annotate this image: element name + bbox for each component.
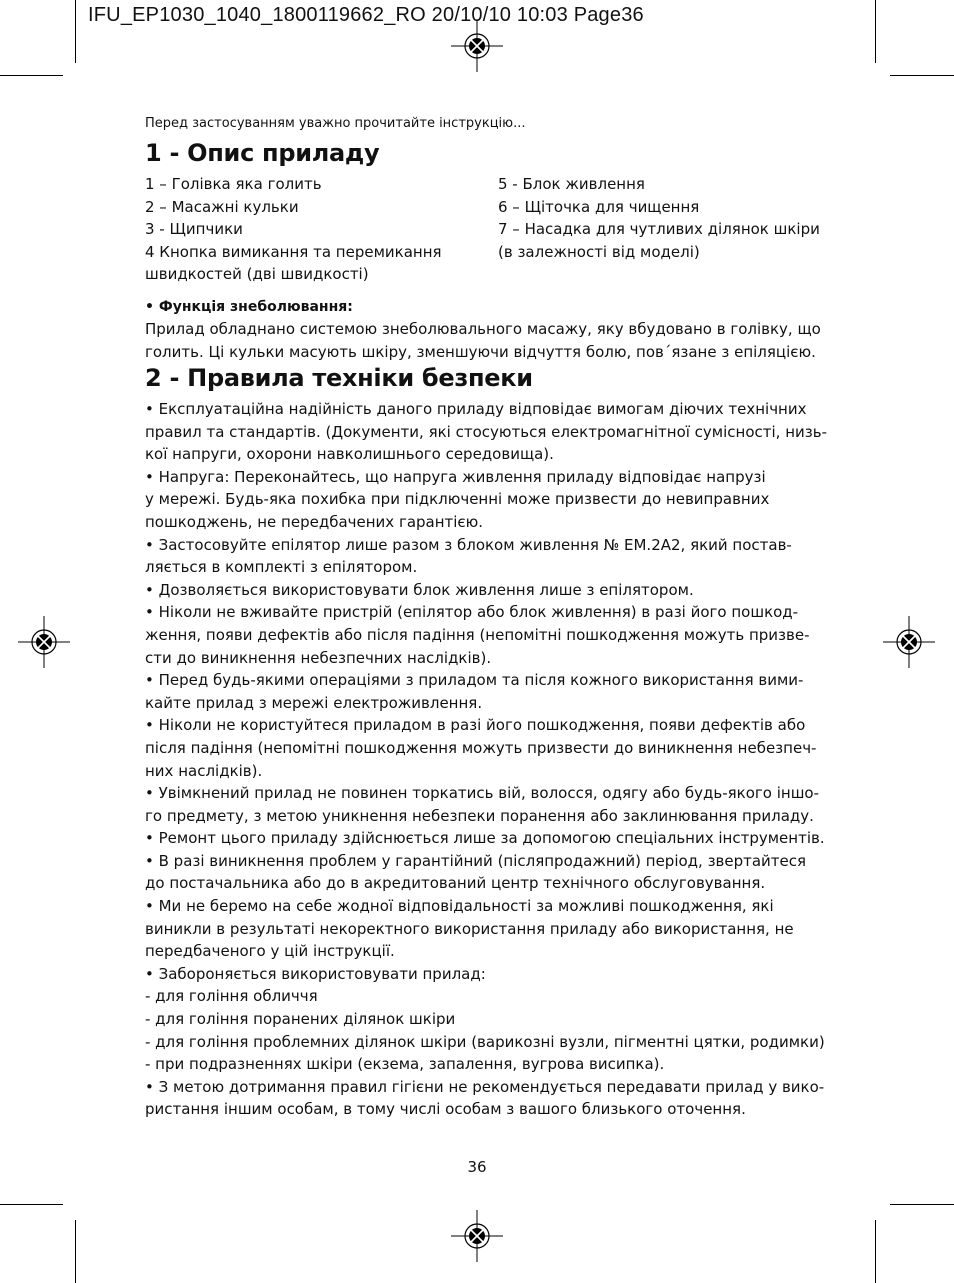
paragraph-line: • Увімкнений прилад не повинен торкатись вій, волосся, одягу або будь-якого іншо- <box>145 784 820 803</box>
registration-mark-icon <box>451 20 503 72</box>
crop-mark <box>75 1220 76 1283</box>
paragraph-line: го предмету, з метою уникнення небезпеки поранення або заклинювання приладу. <box>145 806 814 825</box>
crop-mark <box>875 1220 876 1283</box>
paragraph-line: • Експлуатаційна надійність даного приладу відповідає вимогам діючих технічних <box>145 400 807 418</box>
section-2-title: 2 - Правила техніки безпеки <box>145 364 533 392</box>
crop-mark <box>0 1204 63 1205</box>
parts-list <box>145 173 845 286</box>
paragraph-line: - для гоління обличчя <box>145 987 318 1006</box>
list-item: швидкостей (дві швидкості) <box>145 265 369 283</box>
page-number: 36 <box>467 1158 487 1176</box>
paragraph-line: • Ремонт цього приладу здійснюється лише за допомогою спеціальних інструментів. <box>145 829 825 848</box>
print-slug: IFU_EP1030_1040_1800119662_RO 20/10/10 10:03 Page36 <box>88 4 644 26</box>
function-title: • Функція знеболювання: <box>145 298 353 315</box>
list-item: 7 – Насадка для чутливих ділянок шкіри <box>498 220 820 238</box>
parts-list-left <box>145 173 498 286</box>
paragraph-line: • Напруга: Переконайтесь, що напруга живлення приладу відповідає напрузі <box>145 467 766 486</box>
paragraph-line: виникли в результаті некоректного використання приладу або використання, не <box>145 919 794 938</box>
crop-mark <box>875 0 876 63</box>
safety-rules <box>145 398 845 1121</box>
crop-mark <box>0 75 63 76</box>
paragraph-line: • Застосовуйте епілятор лише разом з блоком живлення № EM.2A2, який постав- <box>145 535 792 554</box>
crop-mark <box>890 75 954 76</box>
intro-text: Перед застосуванням уважно прочитайте інструкцію... <box>145 116 526 131</box>
parts-list-right <box>498 173 845 286</box>
paragraph-line: передбаченого у цій інструкції. <box>145 942 395 961</box>
registration-mark-icon <box>883 616 935 668</box>
paragraph-line: - при подразненнях шкіри (екзема, запалення, вугрова висипка). <box>145 1055 665 1074</box>
section-1-title: 1 - Опис приладу <box>145 139 380 167</box>
paragraph-line: • В разі виникнення проблем у гарантійний (післяпродажний) період, звертайтеся <box>145 851 807 870</box>
paragraph-line: - для гоління проблемних ділянок шкіри (варикозні вузли, пігментні цятки, родимки) <box>145 1032 825 1051</box>
paragraph-line: • Дозволяється використовувати блок живлення лише з епілятором. <box>145 580 694 599</box>
paragraph-line: кої напруги, охорони навколишнього середовища). <box>145 445 554 464</box>
paragraph-line: сти до виникнення небезпечних наслідків). <box>145 648 492 667</box>
paragraph-line: Прилад обладнано системою знеболювального масажу, яку вбудовано в голівку, що <box>145 320 821 338</box>
registration-mark-icon <box>451 1210 503 1262</box>
paragraph-line: у мережі. Будь-яка похибка при підключенні може призвести до невиправних <box>145 490 770 509</box>
paragraph-line: • Ніколи не вживайте пристрій (епілятор або блок живлення) в разі його пошкод- <box>145 603 799 622</box>
list-item: 5 - Блок живлення <box>498 175 645 193</box>
paragraph-line: голить. Ці кульки масують шкіру, зменшуючи відчуття болю, пов´язане з епіляцією. <box>145 342 816 361</box>
list-item: (в залежності від моделі) <box>498 242 700 261</box>
paragraph-line: кайте прилад з мережі електроживлення. <box>145 693 483 712</box>
function-block <box>145 296 845 364</box>
paragraph-line: • Забороняється використовувати прилад: <box>145 964 486 983</box>
paragraph-line: • Перед будь-якими операціями з приладом та після кожного використання вими- <box>145 671 804 690</box>
paragraph-line: • З метою дотримання правил гігієни не рекомендується передавати прилад у вико- <box>145 1077 825 1096</box>
paragraph-line: правил та стандартів. (Документи, які стосуються електромагнітної сумісності, низь- <box>145 422 827 441</box>
list-item: 1 – Голівка яка голить <box>145 175 322 193</box>
paragraph-line: після падіння (непомітні пошкодження можуть призвести до виникнення небезпеч- <box>145 738 817 757</box>
crop-mark <box>75 0 76 63</box>
registration-mark-icon <box>18 616 70 668</box>
paragraph-line: до постачальника або до в акредитований центр технічного обслуговування. <box>145 874 766 893</box>
paragraph-line: ристання іншим особам, в тому числі особам з вашого близького оточення. <box>145 1100 746 1119</box>
crop-mark <box>890 1204 954 1205</box>
list-item: 6 – Щіточка для чищення <box>498 197 700 216</box>
list-item: 3 - Щипчики <box>145 220 243 238</box>
page-content <box>145 114 845 1121</box>
paragraph-line: ження, появи дефектів або після падіння (непомітні пошкодження можуть призве- <box>145 625 810 644</box>
paragraph-line: ляється в комплекті з епілятором. <box>145 558 418 577</box>
paragraph-line: • Ніколи не користуйтеся приладом в разі його пошкодження, появи дефектів або <box>145 716 806 735</box>
list-item: 4 Кнопка вимикання та перемикання <box>145 242 442 261</box>
paragraph-line: • Ми не беремо на себе жодної відповідальності за можливі пошкодження, які <box>145 897 774 916</box>
paragraph-line: пошкоджень, не передбачених гарантією. <box>145 512 484 531</box>
paragraph-line: - для гоління поранених ділянок шкіри <box>145 1010 456 1029</box>
list-item: 2 – Масажні кульки <box>145 197 299 216</box>
paragraph-line: них наслідків). <box>145 761 263 780</box>
